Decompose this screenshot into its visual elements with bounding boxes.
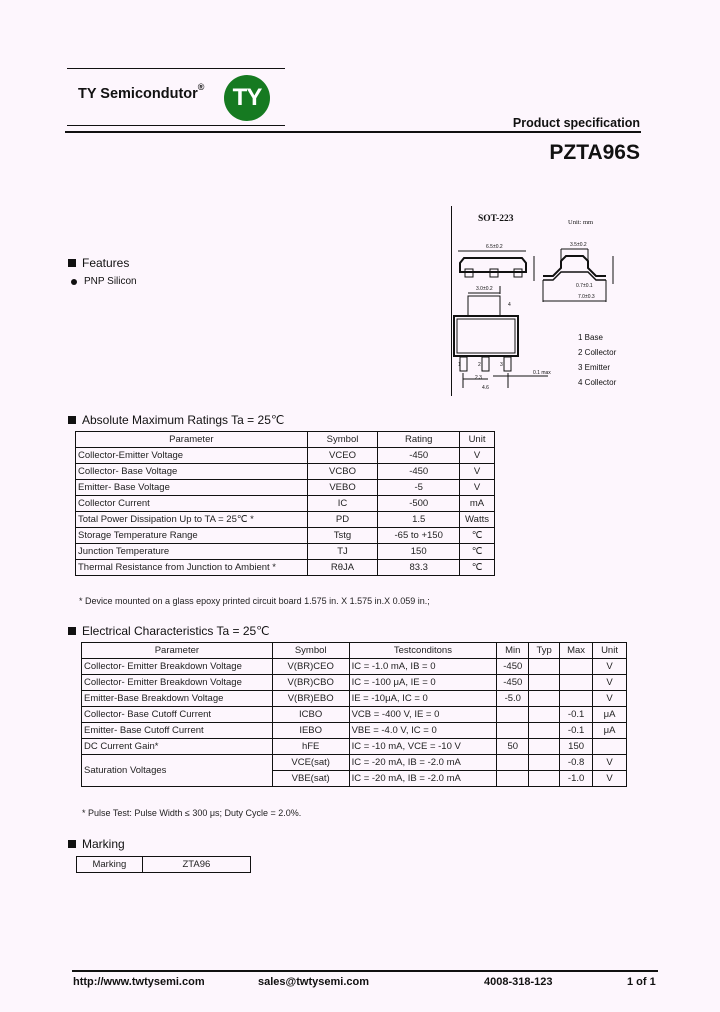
col-header: Rating [378, 432, 460, 448]
dim-width: 6.5±0.2 [486, 244, 503, 250]
footer-email-link[interactable]: sales@twtysemi.com [258, 976, 369, 988]
footer-rule [72, 970, 658, 972]
svg-text:3: 3 [500, 362, 503, 368]
svg-text:1: 1 [458, 362, 461, 368]
square-bullet-icon [68, 259, 76, 267]
doc-type: Product specification [512, 116, 640, 130]
header-rule [65, 131, 641, 133]
table-row: Collector- Base Voltage VCBO -450 V [76, 464, 495, 480]
elec-table [81, 642, 627, 787]
svg-text:2.3: 2.3 [475, 375, 482, 381]
table-row: Storage Temperature Range Tstg -65 to +150 ℃ [76, 528, 495, 544]
svg-text:0.1 max: 0.1 max [533, 370, 551, 376]
col-header: Symbol [307, 432, 378, 448]
feature-item: PNP Silicon [71, 276, 137, 287]
pin-2-label: 2 Collector [578, 348, 617, 357]
abs-max-footnote: * Device mounted on a glass epoxy printed circuit board 1.575 in. X 1.575 in.X 0.059 in.; [79, 596, 430, 606]
table-row: Emitter- Base Voltage VEBO -5 V [76, 480, 495, 496]
table-row: Collector- Base Cutoff Current ICBO VCB = -400 V, IE = 0 -0.1 μA [82, 707, 627, 723]
svg-text:4: 4 [508, 302, 511, 308]
table-row: Collector-Emitter Voltage VCEO -450 V [76, 448, 495, 464]
logo-top-rule [67, 68, 285, 69]
elec-footnote: * Pulse Test: Pulse Width ≤ 300 μs; Duty Cycle = 2.0%. [82, 808, 302, 818]
pin-1-label: 1 Base [578, 333, 603, 342]
elec-heading: Electrical Characteristics Ta = 25℃ [68, 624, 270, 638]
package-diagram [448, 206, 638, 396]
svg-text:2: 2 [478, 362, 481, 368]
col-header: Unit [460, 432, 495, 448]
col-header: Parameter [76, 432, 308, 448]
part-number: PZTA96S [549, 141, 640, 164]
table-row: Total Power Dissipation Up to TA = 25℃ * PD 1.5 Watts [76, 512, 495, 528]
features-heading: Features [68, 256, 129, 270]
svg-text:0.7±0.1: 0.7±0.1 [576, 283, 593, 289]
table-header-row [76, 432, 495, 448]
table-row: Emitter-Base Breakdown Voltage V(BR)EBO IE = -10μA, IC = 0 -5.0 V [82, 691, 627, 707]
abs-max-heading: Absolute Maximum Ratings Ta = 25℃ [68, 413, 284, 427]
table-row: DC Current Gain* hFE IC = -10 mA, VCE = -10 V 50 150 [82, 739, 627, 755]
marking-table [76, 856, 251, 873]
table-header-row: Parameter Symbol Testconditons Min Typ Max Unit [82, 643, 627, 659]
svg-text:7.0±0.3: 7.0±0.3 [578, 294, 595, 300]
marking-value: ZTA96 [142, 857, 250, 873]
square-bullet-icon [68, 416, 76, 424]
brand-name: TY Semicondutor® [78, 82, 205, 102]
bullet-dot-icon [71, 279, 77, 285]
table-row: Saturation Voltages VCE(sat) IC = -20 mA, IB = -2.0 mA -0.8 V [82, 755, 627, 771]
table-row: Collector- Emitter Breakdown Voltage V(BR)CEO IC = -1.0 mA, IB = 0 -450 V [82, 659, 627, 675]
svg-text:3.0±0.2: 3.0±0.2 [476, 286, 493, 292]
page-number: 1 of 1 [627, 976, 656, 988]
ty-logo-icon: TY [224, 75, 270, 121]
marking-heading: Marking [68, 837, 125, 851]
table-row: Collector- Emitter Breakdown Voltage V(BR)CBO IC = -100 μA, IE = 0 -450 V [82, 675, 627, 691]
package-name: SOT-223 [478, 214, 514, 224]
marking-label: Marking [77, 857, 143, 873]
unit-label: Unit: mm [568, 219, 594, 226]
square-bullet-icon [68, 840, 76, 848]
table-row [77, 857, 251, 873]
table-row: Thermal Resistance from Junction to Ambient * RθJA 83.3 ℃ [76, 560, 495, 576]
svg-text:4.6: 4.6 [482, 385, 489, 391]
square-bullet-icon [68, 627, 76, 635]
abs-max-table [75, 431, 495, 576]
pin-3-label: 3 Emitter [578, 363, 611, 372]
table-row: Emitter- Base Cutoff Current IEBO VBE = -4.0 V, IC = 0 -0.1 μA [82, 723, 627, 739]
footer-url-link[interactable]: http://www.twtysemi.com [73, 976, 205, 988]
pin-4-label: 4 Collector [578, 378, 617, 387]
logo-bottom-rule [67, 125, 285, 126]
table-row: Junction Temperature TJ 150 ℃ [76, 544, 495, 560]
svg-text:3.5±0.2: 3.5±0.2 [570, 242, 587, 248]
table-row: Collector Current IC -500 mA [76, 496, 495, 512]
footer-phone: 4008-318-123 [484, 976, 553, 988]
table-row: VBE(sat) IC = -20 mA, IB = -2.0 mA -1.0 V [82, 771, 627, 787]
